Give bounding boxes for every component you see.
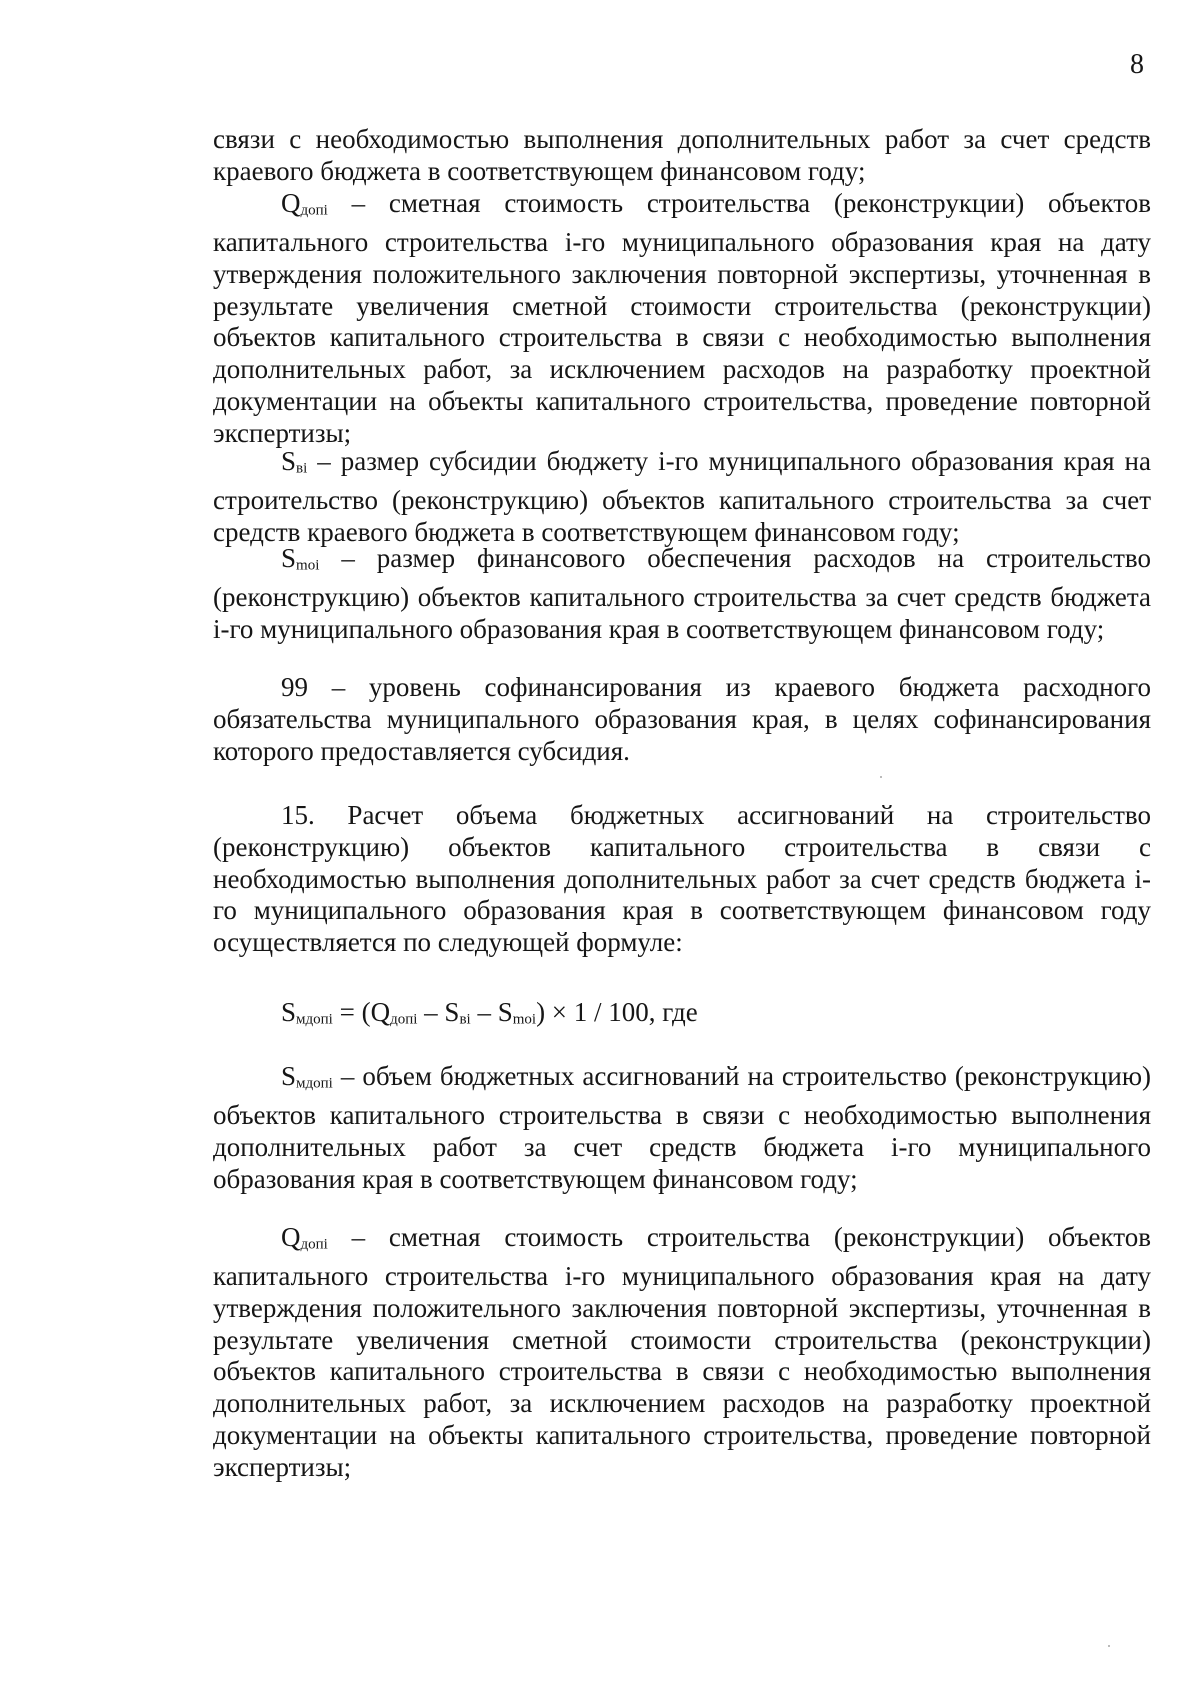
formula-lhs-subscript: мдопi: [296, 1011, 333, 1028]
clause-15: [213, 800, 1151, 959]
formula-minus: –: [470, 997, 498, 1027]
definition-text: – объем бюджетных ассигнований на строительство (реконструкцию) объектов капитального строительства в связи с необходимостью выполнения дополнительных работ за счет средств бюджета i-го муниципального образования края в соответствующем финансовом году;: [213, 1061, 1151, 1194]
symbol: Q: [281, 1222, 301, 1252]
symbol-subscript: мдопi: [296, 1075, 333, 1092]
symbol: Q: [281, 188, 301, 218]
formula-q-subscript: допi: [390, 1011, 418, 1028]
symbol: S: [281, 446, 297, 476]
definition-q-dop: [213, 188, 1151, 450]
definition-text: – сметная стоимость строительства (реконструкции) объектов капитального строительства i-го муниципального образования края на дату утверждения положительного заключения повторной экспертизы, уточненная в результате увеличения сметной стоимости строительства (реконструкции) объектов капитального строительства в связи с необходимостью выполнения дополнительных работ, за исключением расходов на разработку проектной документации на объекты капитального строительства, проведение повторной экспертизы;: [213, 1222, 1151, 1482]
symbol-subscript: вi: [296, 460, 308, 477]
definition-text: – размер субсидии бюджету i-го муниципального образования края на строительство (реконструкцию) объектов капитального строительства за счет средств краевого бюджета в соответствующем финансовом году;: [213, 446, 1151, 547]
symbol: S: [281, 543, 297, 573]
formula-s2-symbol: S: [497, 997, 513, 1027]
definition-99: [213, 672, 1151, 767]
formula-s2-subscript: moi: [512, 1011, 537, 1028]
formula-minus: –: [417, 997, 445, 1027]
page-number: 8: [1130, 49, 1144, 80]
symbol: S: [281, 1061, 297, 1091]
definition-s-mdop: [213, 1061, 1151, 1195]
definition-q-dop-repeat: [213, 1222, 1151, 1484]
symbol-subscript: moi: [296, 557, 320, 574]
definition-s-v: [213, 446, 1151, 549]
paragraph-text: связи с необходимостью выполнения дополнительных работ за счет средств краевого бюджета в соответствующем финансовом году;: [213, 124, 1151, 186]
paragraph-continuation: [213, 124, 1151, 188]
paragraph-text: 15. Расчет объема бюджетных ассигнований на строительство (реконструкцию) объектов капитального строительства в связи с необходимостью выполнения дополнительных работ за счет средств бюджета i-го муниципального образования края в соответствующем финансовом году осуществляется по следующей формуле:: [213, 800, 1151, 958]
definition-text: – размер финансового обеспечения расходов на строительство (реконструкцию) объектов капитального строительства за счет средств бюджета i-го муниципального образования края в соответствующем финансовом году;: [213, 543, 1151, 644]
symbol-subscript: допi: [300, 1236, 328, 1253]
formula-eq: = (: [332, 997, 371, 1027]
formula-s1-symbol: S: [444, 997, 460, 1027]
paragraph-text: 99 – уровень софинансирования из краевого бюджета расходного обязательства муниципального образования края, в целях софинансирования которого предоставляется субсидия.: [213, 672, 1151, 766]
scan-speck: [880, 776, 882, 778]
definition-text: – сметная стоимость строительства (реконструкции) объектов капитального строительства i-го муниципального образования края на дату утверждения положительного заключения повторной экспертизы, уточненная в результате увеличения сметной стоимости строительства (реконструкции) объектов капитального строительства в связи с необходимостью выполнения дополнительных работ, за исключением расходов на разработку проектной документации на объекты капитального строительства, проведение повторной экспертизы;: [213, 188, 1151, 448]
formula-tail: ) × 1 / 100, где: [536, 997, 698, 1027]
formula-lhs-symbol: S: [281, 997, 297, 1027]
scan-speck: [1108, 1645, 1110, 1647]
symbol-subscript: допi: [300, 202, 328, 219]
definition-s-mo: [213, 543, 1151, 646]
formula-q-symbol: Q: [370, 997, 391, 1027]
formula: [281, 996, 698, 1035]
formula-s1-subscript: вi: [459, 1011, 471, 1028]
